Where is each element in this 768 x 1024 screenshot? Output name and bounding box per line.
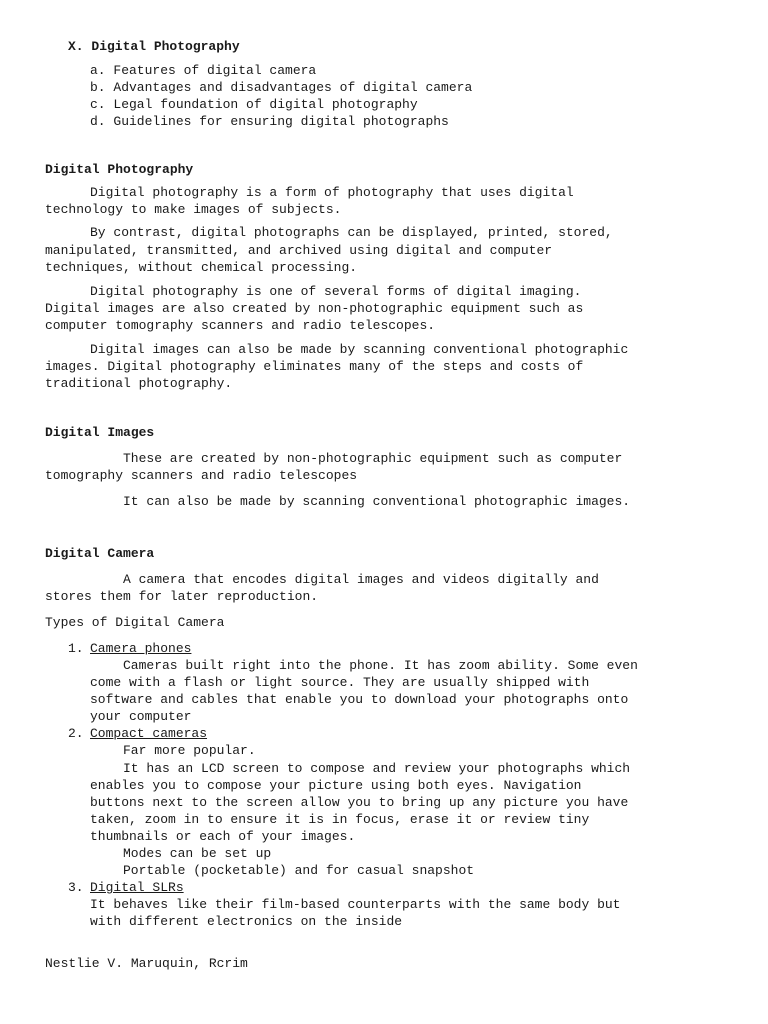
outline-title: X. Digital Photography [68, 39, 240, 54]
list-item-line: with different electronics on the inside [90, 914, 403, 929]
paragraph-line: tomography scanners and radio telescopes [45, 468, 358, 483]
list-number: 3. [68, 880, 84, 895]
list-number: 1. [68, 641, 84, 656]
list-item-line: Modes can be set up [123, 846, 272, 861]
paragraph-line: Digital images can also be made by scanning conventional photographic [90, 342, 629, 357]
paragraph-line: techniques, without chemical processing. [45, 260, 358, 275]
list-item-title: Digital SLRs [90, 880, 184, 895]
list-item-line: come with a flash or light source. They are usually shipped with [90, 675, 590, 690]
footer-author: Nestlie V. Maruquin, Rcrim [45, 956, 248, 971]
list-item-line: thumbnails or each of your images. [90, 829, 356, 844]
section-heading-digital-photography: Digital Photography [45, 162, 194, 177]
paragraph-line: By contrast, digital photographs can be displayed, printed, stored, [90, 225, 613, 240]
paragraph-line: stores them for later reproduction. [45, 589, 319, 604]
section-heading-digital-images: Digital Images [45, 425, 155, 440]
list-item-line: Cameras built right into the phone. It has zoom ability. Some even [123, 658, 638, 673]
paragraph-line: These are created by non-photographic equipment such as computer [123, 451, 623, 466]
paragraph-line: Digital images are also created by non-photographic equipment such as [45, 301, 584, 316]
list-item-title: Compact cameras [90, 726, 208, 741]
paragraph-line: computer tomography scanners and radio telescopes. [45, 318, 436, 333]
outline-item: a. Features of digital camera [90, 63, 317, 78]
list-item-line: software and cables that enable you to download your photographs onto [90, 692, 629, 707]
list-item-line: It behaves like their film-based counterparts with the same body but [90, 897, 621, 912]
section-heading-digital-camera: Digital Camera [45, 546, 155, 561]
paragraph-line: manipulated, transmitted, and archived using digital and computer [45, 243, 553, 258]
paragraph-line: images. Digital photography eliminates many of the steps and costs of [45, 359, 584, 374]
list-item-line: It has an LCD screen to compose and review your photographs which [123, 761, 631, 776]
paragraph-line: Digital photography is one of several forms of digital imaging. [90, 284, 582, 299]
paragraph-line: traditional photography. [45, 376, 233, 391]
list-item-line: enables you to compose your picture using both eyes. Navigation [90, 778, 582, 793]
list-item-line: taken, zoom in to ensure it is in focus, erase it or review tiny [90, 812, 590, 827]
list-item-line: your computer [90, 709, 192, 724]
list-item-line: buttons next to the screen allow you to bring up any picture you have [90, 795, 629, 810]
list-item-title: Camera phones [90, 641, 192, 656]
outline-item: b. Advantages and disadvantages of digital camera [90, 80, 473, 95]
outline-item: c. Legal foundation of digital photography [90, 97, 418, 112]
paragraph-line: It can also be made by scanning conventional photographic images. [123, 494, 631, 509]
outline-item: d. Guidelines for ensuring digital photographs [90, 114, 449, 129]
paragraph-line: technology to make images of subjects. [45, 202, 342, 217]
types-label: Types of Digital Camera [45, 615, 225, 630]
list-item-line: Far more popular. [123, 743, 256, 758]
paragraph-line: Digital photography is a form of photography that uses digital [90, 185, 574, 200]
list-number: 2. [68, 726, 84, 741]
list-item-line: Portable (pocketable) and for casual snapshot [123, 863, 475, 878]
paragraph-line: A camera that encodes digital images and videos digitally and [123, 572, 599, 587]
